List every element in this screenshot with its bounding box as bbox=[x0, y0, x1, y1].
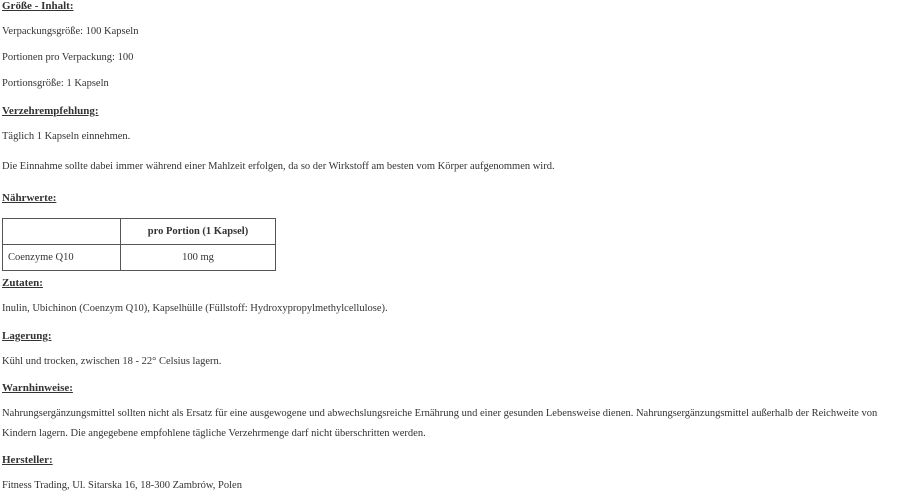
dosage-heading: Verzehrempfehlung: bbox=[2, 105, 99, 117]
size-content-heading: Größe - Inhalt: bbox=[2, 0, 74, 12]
table-header-per-serving: pro Portion (1 Kapsel) bbox=[121, 219, 276, 245]
servings-per-package-text: Portionen pro Verpackung: 100 bbox=[2, 52, 134, 63]
warnings-text: Nahrungsergänzungsmittel sollten nicht als Ersatz für eine ausgewogene und abwechslungsreiche Ernährung und einer gesunden Lebensweise dienen. Nahrungsergänzungsmittel außerhalb der Reichweite von Kindern lagern. Die angegebene empfohlene tägliche Verzehrmenge darf nicht überschritten werden. bbox=[2, 408, 878, 439]
nutrition-table bbox=[2, 218, 276, 271]
serving-size-text: Portionsgröße: 1 Kapseln bbox=[2, 78, 109, 89]
nutrition-heading: Nährwerte: bbox=[2, 192, 57, 204]
manufacturer-heading: Hersteller: bbox=[2, 454, 53, 466]
package-size-text: Verpackungsgröße: 100 Kapseln bbox=[2, 26, 139, 37]
ingredients-text: Inulin, Ubichinon (Coenzym Q10), Kapselhülle (Füllstoff: Hydroxypropylmethylcellulose). bbox=[2, 303, 388, 314]
ingredients-heading: Zutaten: bbox=[2, 277, 43, 289]
manufacturer-text: Fitness Trading, Ul. Sitarska 16, 18-300 Zambrów, Polen bbox=[2, 480, 242, 491]
table-row bbox=[3, 245, 276, 271]
table-header-empty-cell bbox=[3, 219, 121, 245]
storage-heading: Lagerung: bbox=[2, 330, 52, 342]
storage-text: Kühl und trocken, zwischen 18 - 22° Celsius lagern. bbox=[2, 356, 222, 367]
table-header-row bbox=[3, 219, 276, 245]
dosage-text: Täglich 1 Kapseln einnehmen. bbox=[2, 131, 131, 142]
nutrient-name-cell: Coenzyme Q10 bbox=[3, 245, 121, 271]
nutrient-amount-cell: 100 mg bbox=[121, 245, 276, 271]
warnings-heading: Warnhinweise: bbox=[2, 382, 73, 394]
intake-note-text: Die Einnahme sollte dabei immer während einer Mahlzeit erfolgen, da so der Wirkstoff am besten vom Körper aufgenommen wird. bbox=[2, 161, 555, 172]
